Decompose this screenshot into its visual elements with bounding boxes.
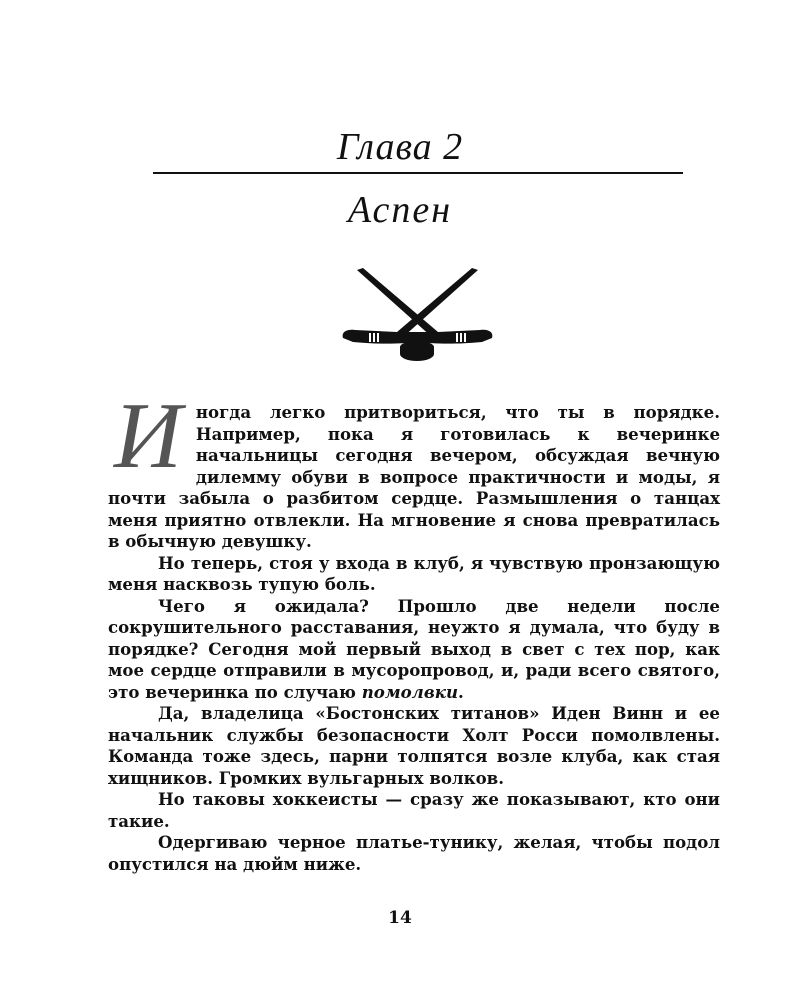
hockey-sticks-group xyxy=(343,268,493,361)
chapter-divider xyxy=(153,172,683,174)
paragraph-5: Но таковы хоккеисты — сразу же показывают, кто они такие. xyxy=(108,789,720,831)
chapter-title: Глава 2 xyxy=(336,126,464,168)
left-tape-line-2 xyxy=(373,333,375,342)
drop-cap-letter: И xyxy=(114,384,182,488)
paragraph-6: Одергиваю черное платье-тунику, желая, чтобы подол опустился на дюйм ниже. xyxy=(108,832,720,874)
left-tape-line-3 xyxy=(377,333,379,342)
right-tape-line-1 xyxy=(456,333,458,342)
paragraph-2: Но теперь, стоя у входа в клуб, я чувствую пронзающую меня насквозь тупую боль. xyxy=(108,552,720,594)
page-number: 14 xyxy=(388,908,412,928)
left-tape-line-1 xyxy=(369,333,371,342)
paragraph-3-end: . xyxy=(458,681,464,702)
emphasis-word: помолвки xyxy=(361,681,459,702)
puck-top xyxy=(400,341,434,353)
hockey-sticks-icon xyxy=(335,262,500,372)
paragraph-1-text: ногда легко притвориться, что ты в порядке. Например, пока я готовилась к вечеринке начальницы сегодня вечером, обсуждая вечную дилемму обуви в вопросе практичности и моды, я почти забыла о разбитом сердце. Размышления о танцах меня приятно отвлекли. На мгновение я снова превратилась в обычную девушку. xyxy=(108,402,720,551)
paragraph-1 xyxy=(108,384,720,553)
right-tape-line-2 xyxy=(460,333,462,342)
right-tape-line-3 xyxy=(464,333,466,342)
left-stick-shaft xyxy=(357,268,438,338)
paragraph-4: Да, владелица «Бостонских титанов» Иден Винн и ее начальник службы безопасности Холт Росси помолвлены. Команда тоже здесь, парни толпятся возле клуба, как стая хищников. Громких вульгарных волков. xyxy=(108,703,720,788)
paragraph-3 xyxy=(108,596,720,704)
chapter-body xyxy=(108,384,720,875)
chapter-subtitle: Аспен xyxy=(347,189,453,231)
right-stick-shaft xyxy=(397,268,478,338)
paragraph-3-text: Чего я ожидала? Прошло две недели после сокрушительного расставания, неужто я думала, что буду в порядке? Сегодня мой первый выход в свет с тех пор, как мое сердце отправили в мусоропровод, и, ради всего святого, это вечеринка по случаю xyxy=(108,595,720,702)
